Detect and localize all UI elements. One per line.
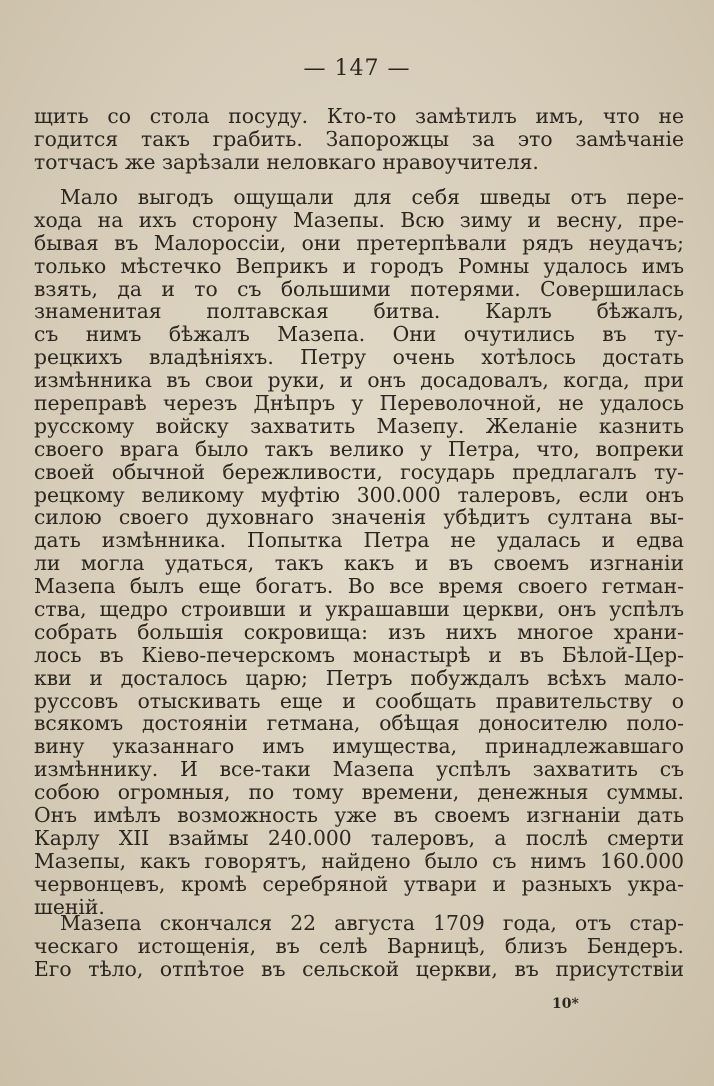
text-line: своего врага было такъ велико у Петра, что, вопреки (34, 436, 684, 461)
text-line: Мало выгодъ ощущали для себя шведы отъ пере- (60, 185, 684, 209)
signature-mark: 10* (552, 996, 579, 1012)
text-line: только мѣстечко Веприкъ и городъ Ромны удалось имъ (34, 253, 684, 278)
text-line: всякомъ достояніи гетмана, обѣщая доносителю поло- (34, 711, 684, 736)
text-line: Мазепа скончался 22 августа 1709 года, отъ стар- (60, 911, 684, 935)
text-line: годится такъ грабить. Запорожцы за это замѣчаніе (34, 126, 684, 151)
paragraph-1 (34, 105, 684, 174)
text-line: измѣннику. И все-таки Мазепа успѣлъ захватить съ (34, 757, 684, 782)
text-line: хода на ихъ сторону Мазепы. Всю зиму и весну, пре- (34, 207, 684, 232)
text-line: собою огромныя, по тому времени, денежныя суммы. (34, 780, 684, 805)
text-line: измѣнника въ свои руки, и онъ досадовалъ, когда, при (34, 368, 684, 393)
text-line: Его тѣло, отпѣтое въ сельской церкви, въ присутствіи (34, 956, 684, 981)
text-line: своей обычной бережливости, государь предлагалъ ту- (34, 459, 684, 484)
text-line: бывая въ Малороссіи, они претерпѣвали рядъ неудачъ; (34, 230, 684, 255)
text-line: ства, щедро строивши и украшавши церкви, онъ успѣлъ (34, 597, 684, 622)
text-line: переправѣ черезъ Днѣпръ у Переволочной, не удалось (34, 391, 684, 416)
text-line: ли могла удаться, такъ какъ и въ своемъ изгнаніи (34, 551, 684, 576)
text-line: Карлу XII взаймы 240.000 талеровъ, а послѣ смерти (34, 825, 684, 850)
text-line: кви и досталось царю; Петръ побуждалъ всѣхъ мало- (34, 665, 684, 690)
text-line: рецкихъ владѣніяхъ. Петру очень хотѣлось достать (34, 345, 684, 370)
text-line: взять, да и то съ большими потерями. Совершилась (34, 276, 684, 301)
text-line: Мазепы, какъ говорятъ, найдено было съ нимъ 160.000 (34, 848, 684, 873)
text-line: червонцевъ, кромѣ серебряной утвари и разныхъ укра- (34, 871, 684, 896)
paragraph-2 (34, 186, 684, 919)
text-line: ческаго истощенія, въ селѣ Варницѣ, близъ Бендеръ. (34, 933, 684, 958)
text-line: Онъ имѣлъ возможность уже въ своемъ изгнаніи дать (34, 803, 684, 828)
text-line: щить со стола посуду. Кто-то замѣтилъ имъ, что не (34, 104, 684, 128)
text-line: русскому войску захватить Мазепу. Желаніе казнить (34, 413, 684, 438)
text-line: собрать большія сокровища: изъ нихъ многое храни- (34, 619, 684, 644)
text-line: лось въ Кіево-печерскомъ монастырѣ и въ Бѣлой-Цер- (34, 642, 684, 667)
text-line: тотчасъ же зарѣзали неловкаго нравоучителя. (34, 149, 539, 174)
text-line: дать измѣнника. Попытка Петра не удалась и едва (34, 528, 684, 553)
text-line: съ нимъ бѣжалъ Мазепа. Они очутились въ ту- (34, 322, 684, 347)
text-line: рецкому великому муфтію 300.000 талеровъ, если онъ (34, 482, 684, 507)
text-line: силою своего духовнаго значенія убѣдитъ султана вы- (34, 505, 684, 530)
text-line: руссовъ отыскивать еще и сообщать правительству о (34, 688, 684, 713)
text-line: Мазепа былъ еще богатъ. Во все время своего гетман- (34, 574, 684, 599)
paragraph-3 (34, 912, 684, 981)
page-number: — 147 — (303, 56, 411, 81)
text-line: вину указаннаго имъ имущества, принадлежавшаго (34, 734, 684, 759)
text-line: шеній. (34, 894, 105, 919)
text-line: знаменитая полтавская битва. Карлъ бѣжалъ, (34, 299, 684, 324)
